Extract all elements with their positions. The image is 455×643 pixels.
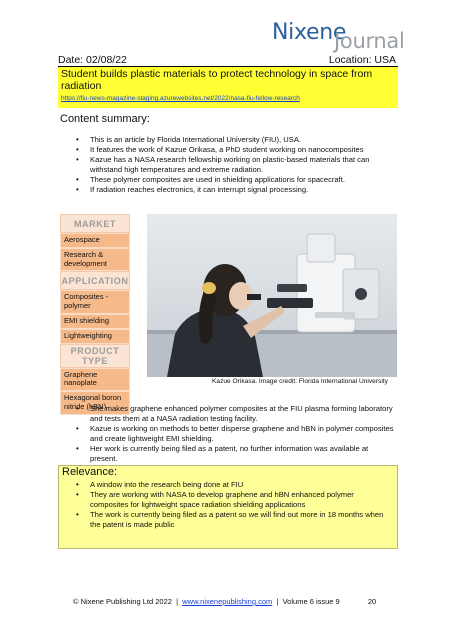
product-tag: Graphene nanoplate xyxy=(60,368,130,392)
application-tag: Lightweighting xyxy=(60,329,130,344)
details-list xyxy=(76,404,394,464)
list-item: • This is an article by Florida International University (FIU), USA. xyxy=(76,135,394,145)
article-title: Student builds plastic materials to protect technology in space from radiation xyxy=(61,68,373,92)
article-photo xyxy=(147,214,397,377)
relevance-list xyxy=(76,480,392,530)
article-location: Location: USA xyxy=(328,54,396,66)
article-title-box xyxy=(58,67,398,108)
logo-journal: Journal xyxy=(334,29,405,53)
footer-volume: Volume 6 issue 9 xyxy=(282,597,340,606)
page-number: 20 xyxy=(367,597,377,606)
product-type-heading: PRODUCT TYPE xyxy=(60,344,130,368)
page-footer xyxy=(73,597,376,606)
list-item: • Her work is currently being filed as a patent, no further information was available at present. xyxy=(76,444,394,464)
market-tag: Research & development xyxy=(60,248,130,272)
classification-sidebar xyxy=(60,214,130,415)
list-item: • She makes graphene enhanced polymer composites at the FIU plasma forming laboratory and tests them at a NASA radiation testing facility. xyxy=(76,404,394,424)
footer-separator: | xyxy=(276,597,279,606)
content-summary-heading: Content summary: xyxy=(60,113,150,125)
footer-website-link[interactable]: www.nixenepublishing.com xyxy=(182,597,273,606)
list-item: • They are working with NASA to develop graphene and hBN enhanced polymer composites for lightweight space radiation shielding applications xyxy=(76,490,392,510)
article-meta xyxy=(58,54,398,67)
list-item: • It features the work of Kazue Orikasa, a PhD student working on nanocomposites xyxy=(76,145,394,155)
photo-caption: Kazue Orikasa. Image credit: Florida International University xyxy=(212,378,388,385)
market-tag: Aerospace xyxy=(60,233,130,248)
application-heading: APPLICATION xyxy=(60,271,130,290)
list-item: • These polymer composites are used in shielding applications for spacecraft. xyxy=(76,175,394,185)
list-item: • If radiation reaches electronics, it can interrupt signal processing. xyxy=(76,185,394,195)
list-item: • A window into the research being done at FIU xyxy=(76,480,392,490)
microscope-lab-image xyxy=(147,214,397,377)
product-tag: Hexagonal boron nitride (hBN) xyxy=(60,391,130,415)
article-url-link[interactable]: https://fiu-news-magazine-staging.azurewebsites.net/2022/nasa-fiu-fellow-research xyxy=(61,95,300,102)
logo-nixene: Nixene xyxy=(272,20,347,45)
content-summary-list xyxy=(76,135,394,195)
footer-copyright: © Nixene Publishing Ltd 2022 xyxy=(73,597,172,606)
market-heading: MARKET xyxy=(60,214,130,233)
application-tag: EMI shielding xyxy=(60,314,130,329)
application-tag: Composites - polymer xyxy=(60,290,130,314)
list-item: • The work is currently being filed as a patent so we will find out more in 18 months when the patent is made public xyxy=(76,510,392,530)
list-item: • Kazue is working on methods to better disperse graphene and hBN in polymer composites and create lightweight EMI shielding. xyxy=(76,424,394,444)
list-item: • Kazue has a NASA research fellowship working on plastic-based materials that can withstand high temperatures and extreme radiation. xyxy=(76,155,394,175)
nixene-journal-logo xyxy=(272,20,412,52)
article-date: Date: 02/08/22 xyxy=(58,54,127,66)
footer-separator: | xyxy=(176,597,179,606)
relevance-heading: Relevance: xyxy=(62,466,118,478)
